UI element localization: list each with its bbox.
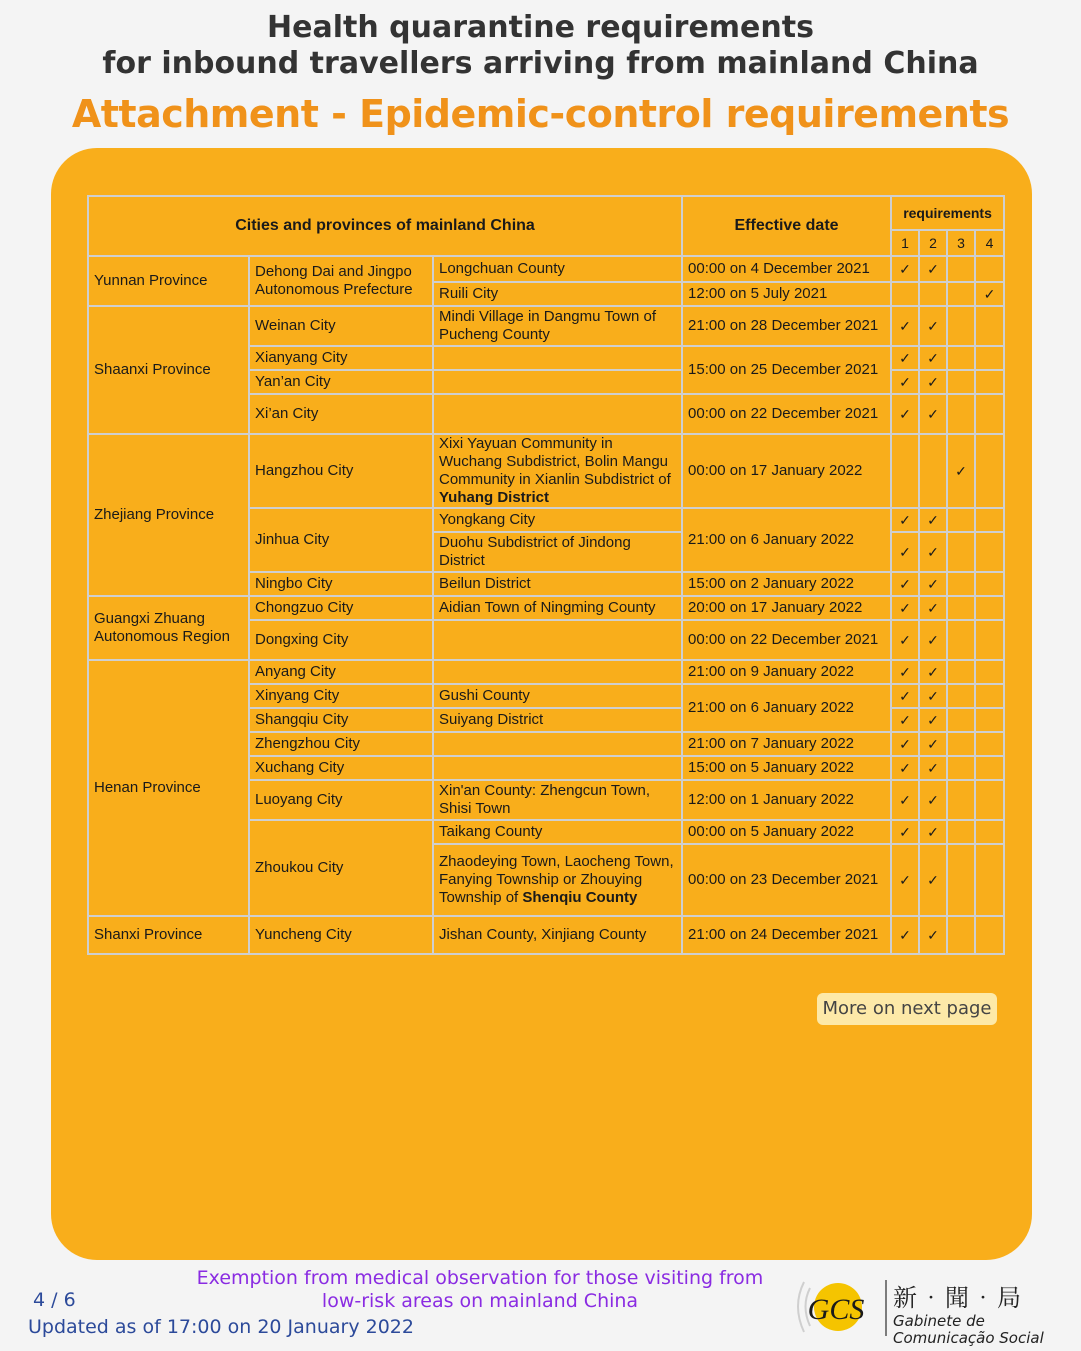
check-mark-icon: ✓ [899,872,911,888]
requirement-2-cell [919,572,947,596]
page-number: 4 / 6 [33,1289,76,1311]
area-cell [433,916,682,954]
check-mark-icon: ✓ [899,544,911,560]
city-cell: Dehong Dai and Jingpo Autonomous Prefecture [249,256,433,306]
requirement-4-cell [975,620,1004,660]
check-mark-icon: ✓ [899,688,911,704]
area-cell [433,732,682,756]
requirement-4-cell [975,434,1004,508]
area-text: Taikang County [439,823,543,840]
requirement-1-cell [891,532,919,572]
effective-date-cell: 00:00 on 23 December 2021 [682,844,891,916]
effective-date-cell: 15:00 on 5 January 2022 [682,756,891,780]
requirement-2-cell [919,756,947,780]
requirement-4-cell [975,572,1004,596]
check-mark-icon: ✓ [927,824,939,840]
gcs-logo-text [893,1278,1044,1347]
check-mark-icon: ✓ [927,576,939,592]
city-cell: Shangqiu City [249,708,433,732]
check-mark-icon: ✓ [899,760,911,776]
requirement-3-cell [947,256,975,282]
check-mark-icon: ✓ [899,318,911,334]
requirement-4-cell [975,756,1004,780]
table-header-row [88,196,1004,230]
effective-date-cell: 21:00 on 24 December 2021 [682,916,891,954]
effective-date-cell: 00:00 on 4 December 2021 [682,256,891,282]
province-cell: Guangxi Zhuang Autonomous Region [88,596,249,660]
requirement-3-cell [947,684,975,708]
header-requirements: requirements [891,196,1004,230]
area-text: Mindi Village in Dangmu Town of Pucheng County [439,308,657,343]
requirement-4-cell [975,508,1004,532]
requirement-2-cell [919,596,947,620]
requirement-1-cell [891,282,919,306]
area-text: Yongkang City [439,511,536,528]
requirement-2-cell [919,684,947,708]
area-text: Xixi Yayuan Community in Wuchang Subdistrict, Bolin Mangu Community in Xianlin Subdistrict of [439,435,671,488]
city-cell: Zhengzhou City [249,732,433,756]
area-cell [433,282,682,306]
footer-note-line-1: Exemption from medical observation for those visiting from [196,1267,764,1289]
area-bold-text: Shenqiu County [522,889,638,906]
requirement-2-cell [919,820,947,844]
effective-date-cell: 12:00 on 5 July 2021 [682,282,891,306]
province-cell: Henan Province [88,660,249,916]
title-line-2: for inbound travellers arriving from mainland China [102,46,979,81]
city-cell: Dongxing City [249,620,433,660]
requirement-2-cell [919,732,947,756]
effective-date-cell: 15:00 on 2 January 2022 [682,572,891,596]
area-text: Ruili City [439,285,499,302]
area-text: Beilun District [439,575,531,592]
requirement-1-cell [891,596,919,620]
requirement-1-cell [891,708,919,732]
requirement-3-cell [947,532,975,572]
logo-mark-text: GCS [807,1293,865,1326]
requirement-1-cell [891,916,919,954]
requirement-1-cell [891,256,919,282]
area-cell [433,508,682,532]
check-mark-icon: ✓ [927,544,939,560]
check-mark-icon: ✓ [899,712,911,728]
area-cell [433,756,682,780]
requirement-2-cell [919,508,947,532]
province-cell: Shanxi Province [88,916,249,954]
check-mark-icon: ✓ [927,600,939,616]
check-mark-icon: ✓ [899,792,911,808]
check-mark-icon: ✓ [899,824,911,840]
effective-date-cell: 21:00 on 6 January 2022 [682,508,891,572]
header-req-4: 4 [975,230,1004,256]
check-mark-icon: ✓ [899,374,911,390]
effective-date-cell: 00:00 on 17 January 2022 [682,434,891,508]
province-cell: Shaanxi Province [88,306,249,434]
requirement-1-cell [891,306,919,346]
check-mark-icon: ✓ [927,688,939,704]
requirement-3-cell [947,306,975,346]
table-row [88,256,1004,282]
requirement-1-cell [891,732,919,756]
area-cell [433,370,682,394]
requirement-2-cell [919,708,947,732]
effective-date-cell: 12:00 on 1 January 2022 [682,780,891,820]
area-cell [433,820,682,844]
check-mark-icon: ✓ [899,736,911,752]
province-cell: Zhejiang Province [88,434,249,596]
requirement-3-cell [947,370,975,394]
logo-pt-line-2: Comunicação Social [893,1329,1044,1347]
check-mark-icon: ✓ [899,350,911,366]
requirement-3-cell [947,660,975,684]
requirement-4-cell [975,780,1004,820]
effective-date-cell: 21:00 on 6 January 2022 [682,684,891,732]
area-cell [433,684,682,708]
requirement-2-cell [919,844,947,916]
requirement-2-cell [919,620,947,660]
city-cell: Anyang City [249,660,433,684]
area-text: Longchuan County [439,260,565,277]
area-cell [433,780,682,820]
area-cell [433,256,682,282]
requirement-3-cell [947,844,975,916]
requirement-1-cell [891,780,919,820]
requirement-4-cell [975,306,1004,346]
check-mark-icon: ✓ [927,632,939,648]
area-bold-text: Yuhang District [439,489,550,506]
city-cell: Yuncheng City [249,916,433,954]
area-text: Gushi County [439,687,530,704]
check-mark-icon: ✓ [927,512,939,528]
check-mark-icon: ✓ [899,512,911,528]
requirement-2-cell [919,780,947,820]
requirement-2-cell [919,370,947,394]
check-mark-icon: ✓ [927,374,939,390]
requirement-3-cell [947,346,975,370]
footer-note-line-2: low-risk areas on mainland China [321,1290,639,1312]
effective-date-cell: 00:00 on 5 January 2022 [682,820,891,844]
requirement-4-cell [975,282,1004,306]
page-title [0,10,1081,82]
city-cell: Luoyang City [249,780,433,820]
page-subtitle: Attachment - Epidemic-control requirements [71,92,1010,136]
check-mark-icon: ✓ [927,664,939,680]
effective-date-cell: 21:00 on 28 December 2021 [682,306,891,346]
requirement-2-cell [919,282,947,306]
check-mark-icon: ✓ [927,406,939,422]
requirement-3-cell [947,572,975,596]
area-cell [433,346,682,370]
requirement-3-cell [947,916,975,954]
city-cell: Xuchang City [249,756,433,780]
requirement-4-cell [975,394,1004,434]
requirement-1-cell [891,572,919,596]
requirement-4-cell [975,708,1004,732]
area-cell [433,844,682,916]
province-cell: Yunnan Province [88,256,249,306]
requirement-2-cell [919,916,947,954]
area-cell [433,434,682,508]
requirement-3-cell [947,434,975,508]
area-text: Jishan County, Xinjiang County [439,926,647,943]
effective-date-cell: 21:00 on 9 January 2022 [682,660,891,684]
requirement-4-cell [975,370,1004,394]
title-line-1: Health quarantine requirements [267,10,814,45]
check-mark-icon: ✓ [899,632,911,648]
city-cell: Yan’an City [249,370,433,394]
requirement-4-cell [975,660,1004,684]
area-cell [433,620,682,660]
requirement-4-cell [975,732,1004,756]
header-effective-date: Effective date [682,196,891,256]
check-mark-icon: ✓ [927,712,939,728]
requirement-1-cell [891,684,919,708]
area-text: Suiyang District [439,711,544,728]
city-cell: Jinhua City [249,508,433,572]
check-mark-icon: ✓ [955,463,967,479]
city-cell: Hangzhou City [249,434,433,508]
requirement-1-cell [891,756,919,780]
requirement-1-cell [891,394,919,434]
requirement-3-cell [947,596,975,620]
area-cell [433,596,682,620]
table-row [88,596,1004,620]
city-cell: Chongzuo City [249,596,433,620]
updated-timestamp: Updated as of 17:00 on 20 January 2022 [28,1316,414,1338]
city-cell: Ningbo City [249,572,433,596]
table-row [88,434,1004,508]
requirement-2-cell [919,306,947,346]
check-mark-icon: ✓ [927,350,939,366]
requirement-3-cell [947,394,975,434]
requirement-3-cell [947,708,975,732]
effective-date-cell: 15:00 on 25 December 2021 [682,346,891,394]
footer-exemption-note [170,1267,790,1313]
check-mark-icon: ✓ [899,927,911,943]
area-cell [433,394,682,434]
requirement-2-cell [919,532,947,572]
check-mark-icon: ✓ [927,318,939,334]
area-cell [433,660,682,684]
requirements-table [87,195,1005,955]
requirement-4-cell [975,346,1004,370]
requirement-2-cell [919,434,947,508]
area-text: Xin'an County: Zhengcun Town, Shisi Town [439,782,651,817]
table-row [88,660,1004,684]
header-req-2: 2 [919,230,947,256]
logo-pt-line-1: Gabinete de [893,1312,985,1330]
check-mark-icon: ✓ [927,927,939,943]
requirement-1-cell [891,844,919,916]
check-mark-icon: ✓ [899,406,911,422]
requirement-1-cell [891,660,919,684]
requirement-4-cell [975,596,1004,620]
header-req-1: 1 [891,230,919,256]
requirement-3-cell [947,282,975,306]
check-mark-icon: ✓ [927,872,939,888]
requirement-2-cell [919,346,947,370]
city-cell: Xianyang City [249,346,433,370]
check-mark-icon: ✓ [899,664,911,680]
check-mark-icon: ✓ [927,760,939,776]
area-cell [433,306,682,346]
check-mark-icon: ✓ [927,736,939,752]
requirement-3-cell [947,508,975,532]
check-mark-icon: ✓ [899,261,911,277]
check-mark-icon: ✓ [927,261,939,277]
requirement-4-cell [975,256,1004,282]
check-mark-icon: ✓ [983,286,996,302]
requirement-1-cell [891,434,919,508]
header-req-3: 3 [947,230,975,256]
area-text: Aidian Town of Ningming County [439,599,656,616]
city-cell: Weinan City [249,306,433,346]
area-text: Zhaodeying Town, Laocheng Town, Fanying Township or Zhouying Township of [439,853,674,906]
effective-date-cell: 00:00 on 22 December 2021 [682,620,891,660]
area-cell [433,708,682,732]
requirement-2-cell [919,660,947,684]
effective-date-cell: 00:00 on 22 December 2021 [682,394,891,434]
city-cell: Zhoukou City [249,820,433,916]
table-row [88,306,1004,346]
header-cities: Cities and provinces of mainland China [88,196,682,256]
requirement-3-cell [947,620,975,660]
more-on-next-page-button[interactable]: More on next page [817,993,997,1025]
area-cell [433,532,682,572]
area-cell [433,572,682,596]
requirement-4-cell [975,916,1004,954]
check-mark-icon: ✓ [899,576,911,592]
requirement-1-cell [891,346,919,370]
requirement-2-cell [919,256,947,282]
logo-chinese-name: 新‧聞‧局 [893,1284,1023,1312]
effective-date-cell: 20:00 on 17 January 2022 [682,596,891,620]
check-mark-icon: ✓ [927,792,939,808]
effective-date-cell: 21:00 on 7 January 2022 [682,732,891,756]
area-text: Duohu Subdistrict of Jindong District [439,534,631,569]
requirement-4-cell [975,532,1004,572]
check-mark-icon: ✓ [899,600,911,616]
requirement-1-cell [891,620,919,660]
requirement-3-cell [947,756,975,780]
city-cell: Xinyang City [249,684,433,708]
requirement-4-cell [975,844,1004,916]
requirement-3-cell [947,732,975,756]
requirement-3-cell [947,820,975,844]
requirement-2-cell [919,394,947,434]
table-row [88,916,1004,954]
requirement-4-cell [975,684,1004,708]
requirement-1-cell [891,370,919,394]
city-cell: Xi’an City [249,394,433,434]
requirement-3-cell [947,780,975,820]
requirement-1-cell [891,508,919,532]
requirement-1-cell [891,820,919,844]
requirement-4-cell [975,820,1004,844]
